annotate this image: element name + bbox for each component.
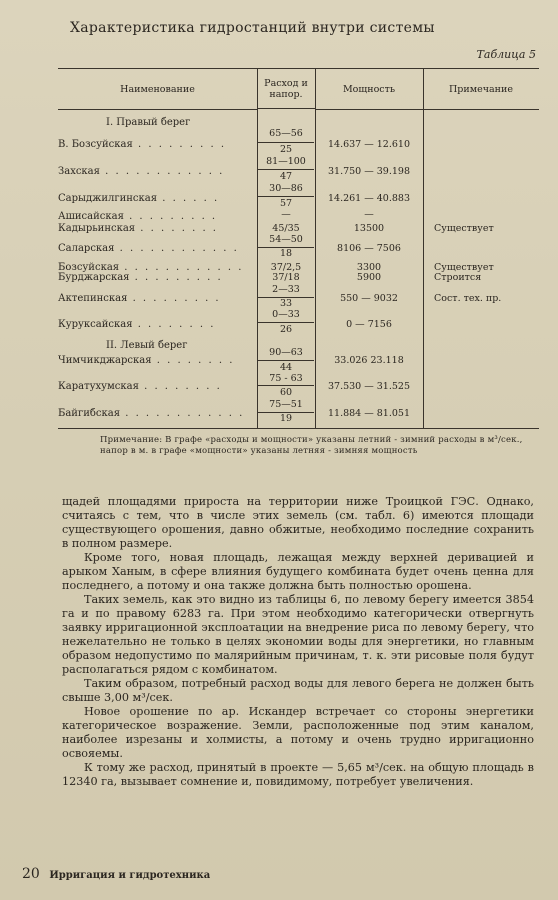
section-right-bank: I. Правый берег [106, 117, 191, 128]
row-name: Байгибская . . . . . . . . . . . . [58, 408, 245, 419]
row-name: Ашисайская . . . . . . . . . [58, 211, 218, 222]
row-name: Актепинская . . . . . . . . . [58, 293, 221, 304]
moshch-value: 14.637 — 12.610 [327, 139, 411, 150]
rashod-bottom: 47 [279, 171, 293, 182]
table-label: Таблица 5 [476, 48, 536, 61]
note-value: Строится [434, 272, 482, 283]
page-number: 20 [22, 866, 40, 882]
paragraph: щадей площадями прироста на территории ниже Троицкой ГЭС. Однако, считаясь с тем, что в числе этих земель (см. табл. 6) имеются площади существующего орошения, давно обжитые, необходимо последние сохранить в полном размере. [62, 495, 534, 550]
hydro-table [58, 68, 539, 429]
row-name: Саларская . . . . . . . . . . . . [58, 243, 239, 254]
rashod-top: — [281, 209, 291, 220]
col-divider [423, 69, 424, 429]
paragraph: Таким образом, потребный расход воды для левого берега не должен быть свыше 3,00 м³/сек. [62, 677, 534, 704]
rashod-divider [258, 360, 314, 361]
row-name: Захская . . . . . . . . . . . . [58, 166, 225, 177]
moshch-value: 550 — 9032 [340, 293, 398, 304]
header-name: Наименование [58, 69, 257, 110]
rashod-top: 30—86 [269, 183, 303, 194]
rashod-top: 0—33 [272, 309, 300, 320]
rashod-top: 81—100 [266, 156, 306, 167]
rashod-divider [258, 322, 314, 323]
rashod-divider [258, 196, 314, 197]
table-footnote: Примечание: В графе «расходы и мощности» указаны летний - зимний расходы в м³/сек., напор в м. в графе «мощности» указаны летняя - зимняя мощность [100, 435, 523, 456]
rashod-bottom: 25 [279, 144, 293, 155]
moshch-value: 37.530 — 31.525 [327, 381, 411, 392]
header-moshch: Мощность [315, 69, 423, 110]
page-footer [22, 866, 210, 882]
rashod-top: 90—63 [269, 347, 303, 358]
rashod-bottom: 18 [279, 248, 293, 259]
body-text [62, 495, 534, 789]
row-name: Кадырьинская . . . . . . . . [58, 223, 218, 234]
note-value: Сост. тех. пр. [434, 293, 502, 304]
row-name: Бозсуйская . . . . . . . . . . . . [58, 262, 244, 273]
moshch-value: 3300 [356, 262, 382, 273]
row-name: Каратухумская . . . . . . . . [58, 381, 222, 392]
rashod-divider [258, 385, 314, 386]
rashod-divider [258, 169, 314, 170]
rashod-top: 75—51 [269, 399, 303, 410]
rashod-top: 54—50 [269, 234, 303, 245]
rashod-bottom: 44 [279, 362, 293, 373]
moshch-value: 0 — 7156 [346, 319, 392, 330]
moshch-value: — [364, 209, 374, 220]
header-rashod: Расход и напор. [257, 69, 315, 109]
rashod-top: 2—33 [272, 284, 300, 295]
page-title: Характеристика гидростанций внутри системы [70, 20, 435, 36]
rashod-bottom: 26 [279, 324, 293, 335]
paragraph: Таких земель, как это видно из таблицы 6, по левому берегу имеется 3854 га и по правому 6283 га. При этом необходимо категорически отвергнуть заявку ирригационной эксплоатации на внедрение риса по левому берегу, что нежелательно не только в целях экономии воды для энергетики, но главным образом недопустимо по малярийным причинам, т. к. эти рисовые поля будут располагаться рядом с комбинатом. [62, 593, 534, 676]
rashod-top: 37/18 [272, 272, 300, 283]
journal-name: Ирригация и гидротехника [49, 870, 211, 881]
rashod-bottom: 60 [279, 387, 293, 398]
rashod-bottom: 57 [279, 198, 293, 209]
moshch-value: 14.261 — 40.883 [327, 193, 411, 204]
row-name: Куруксайская . . . . . . . . [58, 319, 216, 330]
rashod-divider [258, 142, 314, 143]
header-prim: Примечание [423, 69, 539, 110]
section-left-bank: II. Левый берег [106, 340, 188, 351]
rashod-bottom: 33 [279, 298, 293, 309]
rashod-top: 45/35 [272, 223, 300, 234]
moshch-value: 13500 [353, 223, 385, 234]
row-name: В. Бозсуйская . . . . . . . . . [58, 139, 227, 150]
note-value: Существует [434, 262, 494, 273]
rashod-bottom: 19 [279, 413, 293, 424]
rashod-top: 37/2,5 [270, 262, 302, 273]
rashod-top: 65—56 [269, 128, 303, 139]
rashod-top: 75 - 63 [269, 373, 303, 384]
row-name: Чимчикджарская . . . . . . . . [58, 355, 235, 366]
paragraph: Кроме того, новая площадь, лежащая между верхней деривацией и арыком Ханым, в сфере влияния будущего комбината будет очень ценна для последнего, а потому и она также должна быть полностью орошена. [62, 551, 534, 592]
moshch-value: 33.026 23.118 [334, 355, 404, 366]
moshch-value: 31.750 — 39.198 [327, 166, 411, 177]
row-name: Сарыджилгинская . . . . . . [58, 193, 220, 204]
note-value: Существует [434, 223, 494, 234]
moshch-value: 5900 [356, 272, 382, 283]
table-bottom-rule [58, 428, 539, 429]
moshch-value: 11.884 — 81.051 [327, 408, 411, 419]
row-name: Бурджарская . . . . . . . . . [58, 272, 223, 283]
moshch-value: 8106 — 7506 [337, 243, 401, 254]
paragraph: Новое орошение по ар. Искандер встречает со стороны энергетики категорическое возражение. Земли, расположенные под этим каналом, наиболее изрезаны и холмисты, а потому и очень трудно ирригационно освояемы. [62, 705, 534, 760]
paragraph: К тому же расход, принятый в проекте — 5,65 м³/сек. на общую площадь в 12340 га, вызывает сомнение и, повидимому, потребует увеличения. [62, 761, 534, 788]
